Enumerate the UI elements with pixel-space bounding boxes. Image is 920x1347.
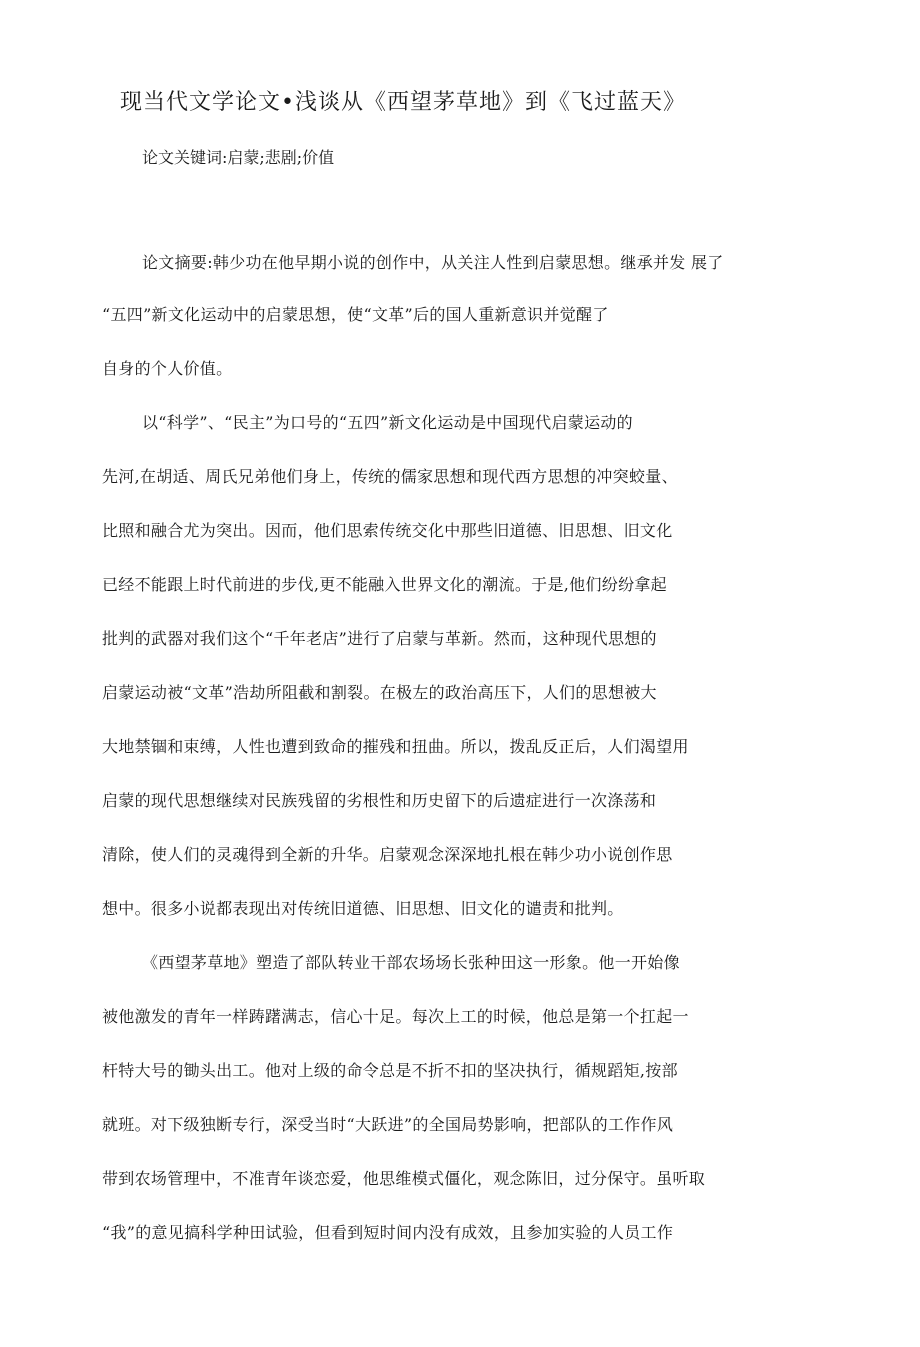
keywords-line: 论文关键词:启蒙;悲剧;价值 <box>142 148 335 167</box>
body-line: 就班。对下级独断专行，深受当时“大跃进”的全国局势影响，把部队的工作作风 <box>102 1115 674 1134</box>
abstract-line: “五四”新文化运动中的启蒙思想，使“文革”后的国人重新意识并觉醒了 <box>102 305 609 324</box>
body-line: 杆特大号的锄头出工。他对上级的命令总是不折不扣的坚决执行，循规蹈矩,按部 <box>102 1061 678 1080</box>
body-line: 带到农场管理中，不准青年谈恋爱，他思维模式僵化，观念陈旧，过分保守。虽听取 <box>102 1169 706 1188</box>
body-line: “我”的意见搞科学种田试验，但看到短时间内没有成效，且参加实验的人员工作 <box>102 1223 674 1242</box>
body-line: 批判的武器对我们这个“千年老店”进行了启蒙与革新。然而，这种现代思想的 <box>102 629 657 648</box>
body-line: 《西望茅草地》塑造了部队转业干部农场场长张种田这一形象。他一开始像 <box>142 953 680 972</box>
body-line: 启蒙的现代思想继续对民族残留的劣根性和历史留下的后遗症进行一次涤荡和 <box>102 791 657 810</box>
body-line: 被他激发的青年一样踌躇满志，信心十足。每次上工的时候，他总是第一个扛起一 <box>102 1007 689 1026</box>
abstract-line: 自身的个人价值。 <box>102 359 233 378</box>
body-line: 清除，使人们的灵魂得到全新的升华。启蒙观念深深地扎根在韩少功小说创作思 <box>102 845 673 864</box>
body-line: 比照和融合尤为突出。因而，他们思索传统交化中那些旧道德、旧思想、旧文化 <box>102 521 673 540</box>
abstract-line: 论文摘要:韩少功在他早期小说的创作中，从关注人性到启蒙思想。继承并发 展了 <box>142 253 724 272</box>
body-line: 大地禁锢和束缚，人性也遭到致命的摧残和扭曲。所以，拨乱反正后，人们渴望用 <box>102 737 689 756</box>
body-line: 先河,在胡适、周氏兄弟他们身上，传统的儒家思想和现代西方思想的冲突蛟量、 <box>102 467 678 486</box>
document-title: 现当代文学论文•浅谈从《西望茅草地》到《飞过蓝天》 <box>120 90 686 115</box>
body-line: 启蒙运动被“文革”浩劫所阻截和割裂。在极左的政治高压下，人们的思想被大 <box>102 683 657 702</box>
body-line: 已经不能跟上时代前进的步伐,更不能融入世界文化的潮流。于是,他们纷纷拿起 <box>102 575 667 594</box>
body-line: 想中。很多小说都表现出对传统旧道德、旧思想、旧文化的谴责和批判。 <box>102 899 624 918</box>
body-line: 以“科学”、“民主”为口号的“五四”新文化运动是中国现代启蒙运动的 <box>142 413 633 432</box>
